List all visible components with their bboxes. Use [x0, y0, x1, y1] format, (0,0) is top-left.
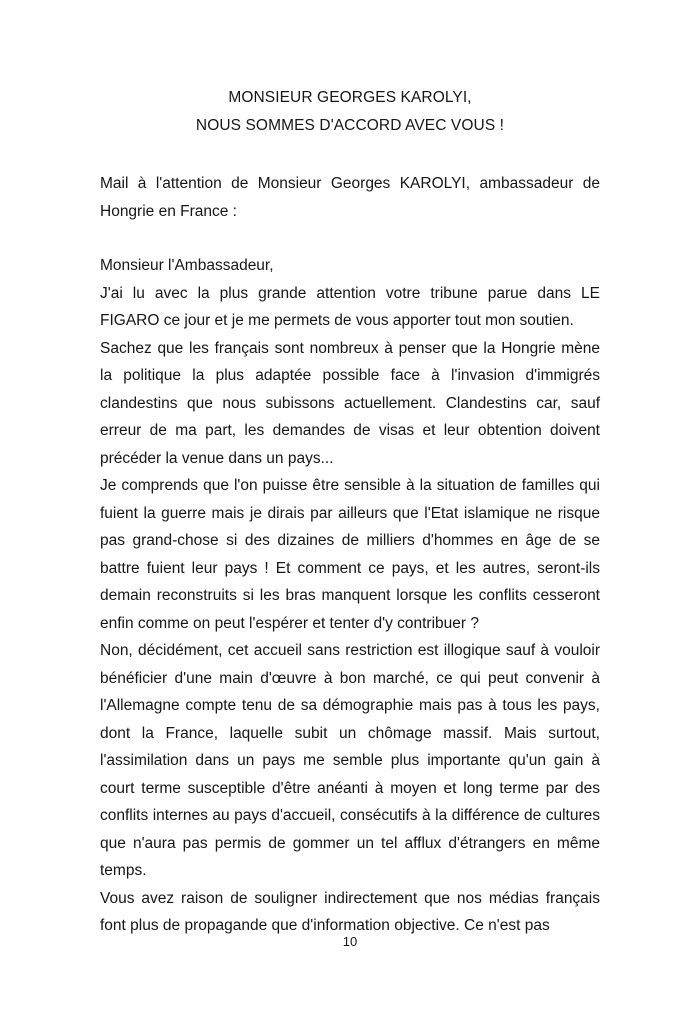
letter-body	[100, 252, 600, 940]
document-title-line1: MONSIEUR GEORGES KAROLYI,	[228, 89, 472, 106]
paragraph: Vous avez raison de souligner indirectement que nos médias français font plus de propagande que d'information objective. Ce n'est pas	[100, 889, 600, 934]
page-number: 10	[342, 934, 358, 949]
paragraph: Sachez que les français sont nombreux à penser que la Hongrie mène la politique la plus adaptée possible face à l'invasion d'immigrés clandestins que nous subissons actuellement. Clandestins car, sauf erreur de ma part, les demandes de visas et leur obtention doivent précéder la venue dans un pays...	[100, 339, 600, 467]
paragraph: J'ai lu avec la plus grande attention votre tribune parue dans LE FIGARO ce jour et je me permets de vous apporter tout mon soutien.	[100, 284, 600, 329]
paragraph: Non, décidément, cet accueil sans restriction est illogique sauf à vouloir bénéficier d'une main d'œuvre à bon marché, ce qui peut convenir à l'Allemagne compte tenu de sa démographie mais pas à tous les pays, dont la France, laquelle subit un chômage massif. Mais surtout, l'assimilation dans un pays me semble plus importante qu'un gain à court terme susceptible d'être anéanti à moyen et long terme par des conflits internes au pays d'accueil, consécutifs à la différence de cultures que n'aura pas permis de gommer un tel afflux d'étrangers en même temps.	[100, 642, 600, 879]
document-title	[100, 84, 600, 140]
intro-paragraph: Mail à l'attention de Monsieur Georges KAROLYI, ambassadeur de Hongrie en France :	[100, 175, 600, 220]
salutation: Monsieur l'Ambassadeur,	[100, 257, 274, 274]
document-title-line2: NOUS SOMMES D'ACCORD AVEC VOUS !	[195, 117, 505, 134]
paragraph: Je comprends que l'on puisse être sensible à la situation de familles qui fuient la guerre mais je dirais par ailleurs que l'Etat islamique ne risque pas grand-chose si des dizaines de milliers d'hommes en âge de se battre fuient leur pays ! Et comment ce pays, et les autres, seront-ils demain reconstruits si les bras manquent lorsque les conflits cesseront enfin comme on peut l'espérer et tenter d'y contribuer ?	[100, 477, 600, 632]
text-column	[100, 84, 600, 940]
